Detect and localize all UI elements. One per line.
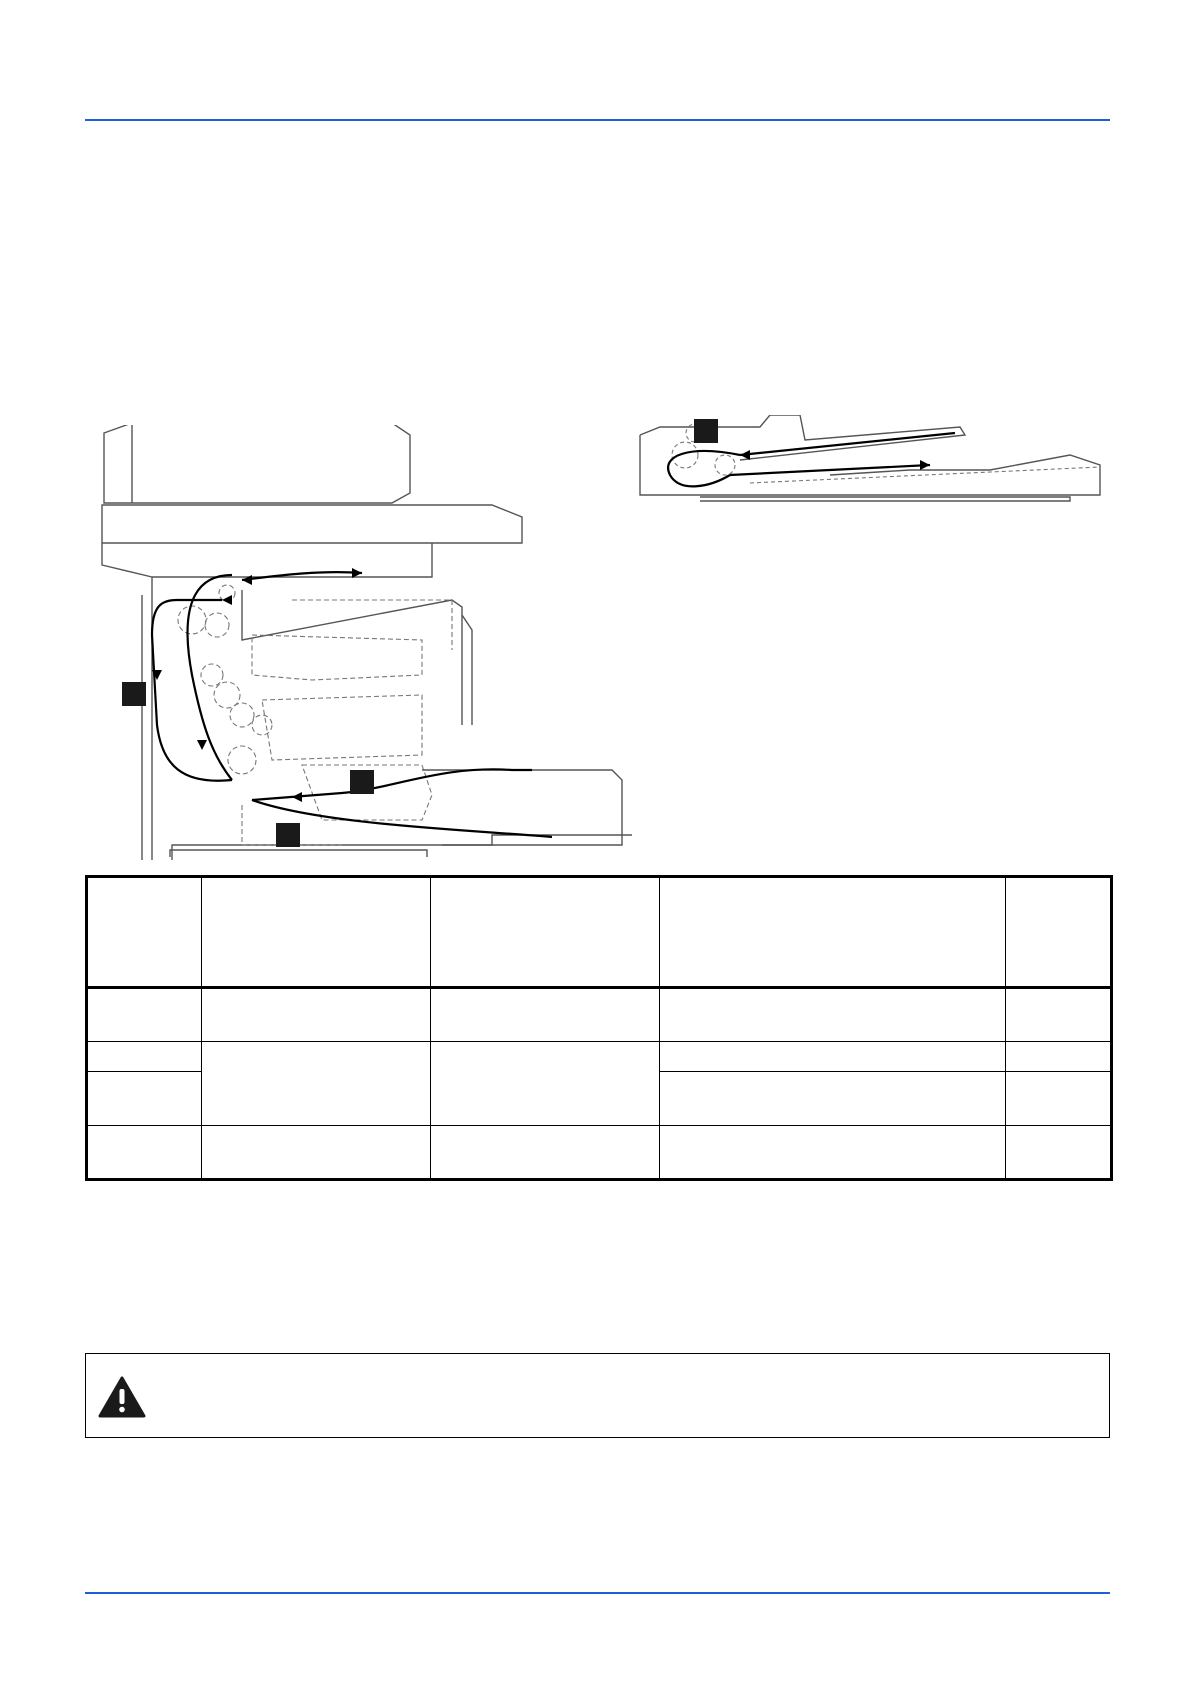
table-row <box>87 988 1112 1042</box>
table-cell <box>660 988 1006 1042</box>
column-header <box>202 877 431 988</box>
table-cell <box>1006 988 1112 1042</box>
table-cell <box>431 1126 660 1180</box>
footer-rule <box>85 1592 1110 1594</box>
table-cell <box>660 1072 1006 1126</box>
warning-icon <box>98 1376 146 1418</box>
table-row <box>87 1042 1112 1072</box>
column-header <box>1006 877 1112 988</box>
table-cell <box>87 1042 202 1072</box>
table-cell <box>202 988 431 1042</box>
table-cell <box>431 1042 660 1126</box>
table-cell <box>660 1042 1006 1072</box>
column-header <box>431 877 660 988</box>
header-rule <box>85 119 1110 121</box>
printer-paper-path-diagram <box>92 425 632 860</box>
column-header <box>87 877 202 988</box>
table-row <box>87 1126 1112 1180</box>
table-cell <box>87 1072 202 1126</box>
table-cell <box>1006 1072 1112 1126</box>
table-cell <box>202 1126 431 1180</box>
column-header <box>660 877 1006 988</box>
table-cell <box>431 988 660 1042</box>
table-header-row <box>87 877 1112 988</box>
table-cell <box>1006 1042 1112 1072</box>
table-cell <box>660 1126 1006 1180</box>
table-cell <box>1006 1126 1112 1180</box>
caution-box <box>85 1353 1110 1438</box>
parts-table <box>85 875 1113 1181</box>
table-cell <box>202 1042 431 1126</box>
table-cell <box>87 1126 202 1180</box>
table-cell <box>87 988 202 1042</box>
document-processor-paper-path-diagram <box>630 415 1110 515</box>
